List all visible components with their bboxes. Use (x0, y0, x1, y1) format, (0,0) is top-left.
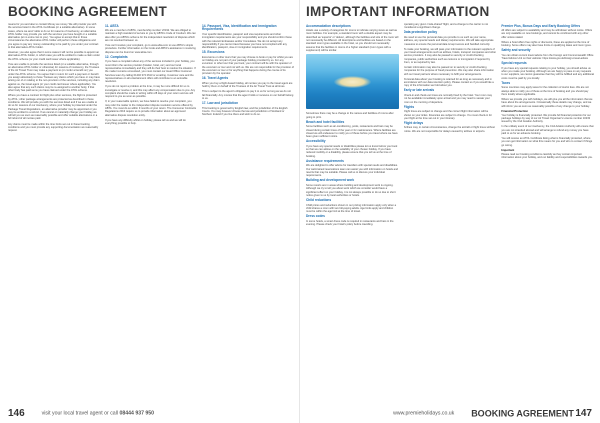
section-heading: Financial Protection (501, 108, 529, 113)
paragraph: If you have any special requests relating to your holiday, you should advise us when you make your booking. Although we are happy to pass on any requests to our suppliers, we cannot guarantee that they will be fulfilled and any additional costs must be paid by you locally. (501, 66, 594, 80)
paragraph: operating any given 'code-shared' flight, and a change to the carrier is not considered a significant change. (403, 23, 489, 30)
paragraph: Where a hotel offers free nights or discounts, these are applied at the time of booking. Some offers may also have limits on qualifying dates and room types. (501, 40, 592, 48)
paragraph: However, you also agree that in some cases it will not be possible to appoint an alternative ATOL holder, in which case you will be entitled to make a claim under the ATOL scheme (or your credit card issuer where applicable). (8, 51, 100, 61)
section-heading: Flight delays (403, 120, 424, 125)
page-number: 146 (8, 408, 25, 419)
text-columns (8, 23, 294, 393)
page-heading: BOOKING AGREEMENT (8, 4, 168, 19)
paragraph: If, in your reasonable opinion, we have failed to resolve your complaint, you may refer the matter to the independent dispute resolution service offered by ABTA. You must do so within 9 months of your return. The Consumer Contracts Regulations 2013 require us to provide information about an approved alternative dispute resolution entity. (105, 100, 197, 117)
section-heading: Premier Plus, Bonus Days and Early Booking Offers (501, 23, 581, 28)
section-heading: 15. Excursions (202, 50, 225, 55)
paragraph: Some resorts are in areas where building and development work is ongoing. Although we try to tell you about work which we consider would have a significant effect on your holiday, it is not always possible to do so due to short notice given to us by local authorities or hotels. (306, 183, 396, 197)
paragraph: You will receive an ATOL Certificate listing what is financially protected, where you can get information on what this means for you and who to contact if things go wrong. (501, 137, 593, 147)
section-heading: 12. Complaints (105, 54, 128, 59)
section-heading: Accessibility (306, 139, 326, 144)
section-heading: Child reductions (306, 197, 332, 202)
paragraph: This booking is governed by English law, and the jurisdiction of the English Courts. You may however choose the law and jurisdiction of Scotland or Northern Ireland if you live there and wish to do so. (202, 106, 288, 117)
paragraph: Hotels use a variety of categories for rooms to indicate varying views as well as room facilities. For example, a standard room with a double aspect may be described as 'superior' or 'deluxe', although the facilities and size of the room will not necessarily be different. All descriptions and facilities are based on the standard room types available in the hotel, so you should not necessarily assume that the facilities in rooms of a higher standard (room types with a supplement) will be similar. (306, 29, 399, 52)
footer-text: visit your local travel agent or call (41, 410, 118, 417)
paragraph: Flight times are subject to change and the correct flight information will be shown on your ticket. Itineraries are subject to change. You must check-in for your flight at the time set out in your itinerary. (403, 110, 492, 120)
paragraph: Please read our booking conditions carefully as they contain important information about your holiday, and our liability and responsibilities towards you. (501, 152, 593, 160)
page-number: 147 (575, 408, 592, 419)
sandbar-photo (306, 54, 399, 109)
section-heading: 16. Travel Agents (202, 76, 229, 81)
paragraph: Where you have a contract for flight plus other services, the flight is protected by ATOL; other package arrangements are protected as described in these conditions. We will provide you with the services listed and if we are unable to do so for reasons of our insolvency, where your holiday is protected under the Package Travel Regulations, an alternative provider may be appointed or you may be entitled to a refund. If we cancel or materially change your holiday we will tell you as soon as reasonably possible and offer suitable alternatives or a full refund of all monies paid. (8, 94, 98, 121)
paragraph: You can obtain current travel advice from the Foreign and Commonwealth Office Travel Advice Unit on their website: https://www.gov.uk/foreign-travel-advice (501, 53, 594, 61)
paragraph: If you have any difficulty whilst on holiday, please tell us and we will do everything possible to help. (105, 118, 186, 125)
footer-section-label: BOOKING AGREEMENT (471, 408, 574, 419)
page-footer (393, 408, 592, 419)
paragraph: Where we provide you with holidays, we will give you all the information that we have about the arrangements. Occasionally these details may change, and we will inform you as soon as reasonably possible of any change to your holiday. (501, 98, 593, 108)
paragraph: To make your booking, we will pass your information to the relevant suppliers of your travel arrangements such as airlines, hotels, transport companies and other service providers. It may also be passed to security or credit checking companies, public authorities such as customs or immigration if required by them, or as required by law. (403, 47, 497, 64)
paragraph: Airlines may, in certain circumstances, change the aircraft or flight times without notice. We are not responsible for delays caused by airlines or airports. (403, 126, 495, 133)
paragraph: Your holiday is financially protected. We provide full financial protection for our package holidays by way of our Air Travel Organiser's Licence number 10233 issued by the Civil Aviation Authority. (501, 113, 591, 124)
section-heading: Assistance requirements (306, 158, 344, 163)
column-1 (306, 23, 399, 403)
column-1 (8, 23, 100, 393)
paragraph: Some facilities such as air-conditioning, pools, restaurants and bars may be closed during certain times of the year or for maintenance. Where facilities are closed we will endeavour to notify you of these before you travel where we have been given sufficient notice. (306, 125, 398, 139)
paragraph: Child prices and reductions shown in our pricing information apply only when a child shares a room with two full-paying adults. Age limits apply and children must be within the age limit at the time of travel. (306, 203, 397, 214)
paragraph: If you do not report a problem at the time, it may be more difficult for us to investigate or resolve it, and this may affect any compensation due to you. Any complaint should be made in writing within 28 days of your return and we will respond to you as soon as possible. (105, 85, 196, 99)
paragraph: Certain information may also be passed on to security or credit checking companies for the purpose of fraud prevention. We may also share information with our travel partners where necessary to fulfil your arrangements. (403, 65, 494, 76)
section-heading: Data protection policy (403, 30, 438, 35)
paragraph: We are a member of ABTA, membership number V2192. We are obliged to maintain a high standard of service to you by ABTA's Code of Conduct. We can also offer you ABTA's scheme for the independent resolution of disputes which are not resolved between us. (105, 29, 196, 43)
paragraph: All offers are subject to availability and may be withdrawn without notice. Offers are only available on new bookings, and cannot be combined with any other offer unless stated. (501, 29, 593, 39)
paragraph: If you have a complaint about any of the services included in your holiday, you must inform the service provider (hotelier, hotel, etc.) and our local representative immediately and they will do their best to resolve the situation. If the matter remains unresolved, you must contact our Head Office Customer Services team by calling 01202 374 2613 or emailing. Customer care and the representatives on all entertainment offers will contribute to an amicable resolution. (105, 60, 196, 84)
paragraph: If we are unable to provide the services listed (or a suitable alternative, through an alternative ATOL holder or otherwise) for reasons of insolvency, the Trustees of the Air Travel Trust may make a payment to (or confer a benefit on) you under the ATOL scheme. You agree that in return for such a payment or benefit you assign absolutely to those Trustees any claims which you have or may have arising out of or relating to the non-provision of the services, including any claim against us, the travel agent (or your credit card issuer where applicable). You also agree that any such claims may be re-assigned to another body, if that other body has paid sums you have claimed under the ATOL scheme. (8, 62, 100, 93)
column-3 (202, 23, 294, 393)
paragraph: Some countries may apply taxes for the collection of tourist fees. We are not always able to notify you of these at the time of booking and you should pay them locally where applicable. (501, 86, 589, 97)
paragraph: Excursions or other tours that you may choose to book or pay for whilst you are on holiday are not part of your package holiday provided by us. For any excursion or other tour that you book, your contract will be with the operator of the excursion or tour and not with us. We are not responsible for the provision of the excursion or tour or for anything that happens during the course of its provision by the operator. (202, 55, 294, 76)
section-heading: Safety and security (501, 48, 531, 53)
paragraph: means for you and also to contact Money as money. We will provide you with the services listed in the ATOL Certificate (or a suitable alternative). In some cases, where we aren't able to do so for reasons of insolvency, an alternative ATOL holder may provide you with the services you have bought or a suitable alternative (at no extra cost to you). You agree to accept that in those circumstances the alternative ATOL holder will perform those obligations and you agree to pay any money outstanding to be paid by you under your contract to that alternative ATOL holder. (8, 23, 99, 50)
paragraph: In some hotels, a smart dress code is required in restaurants and bars in the evening. Please check your hotel's policy before travelling. (306, 219, 394, 227)
section-heading: Accommodation descriptions (306, 23, 351, 28)
page-heading: IMPORTANT INFORMATION (306, 4, 490, 19)
paragraph: When you buy a flight-based holiday, all monies you pay to the travel agent are held by them on behalf of the Trustees of the Air Travel Trust at all times. (202, 82, 293, 89)
paragraph: This is subject to the agent's obligation to pay it to us for so long as we do not fail financially. Any monies that the agent holds or receives on our behalf belong to us. (202, 90, 294, 101)
section-heading: Early or late arrivals (403, 88, 435, 93)
section-heading: Important (501, 147, 515, 152)
text-columns (306, 23, 594, 403)
paragraph: If we can't resolve your complaint, go to www.abta.com to use ABTA's simple procedure. Further information on the Code and ABTA's assistance in resolving disputes can be found on www.abta.com. (105, 44, 196, 54)
footer-website: www.premieholidays.co.uk (393, 410, 455, 417)
paragraph: Your specific identification, passport and visa requirements and other immigration requirements are your responsibility and you should confirm these with the relevant Embassies and/or Consulates. We do not accept any responsibility if you cannot travel because you have not complied with any identification, passport, visa or immigration requirements. (202, 32, 292, 50)
paragraph: Sometimes there may be a change to the names and facilities of rooms after going to print. (306, 112, 394, 119)
paragraph: Personal data about your booking is retained for as long as necessary and in accordance with our data retention policy. Please contact us if you would like a copy of the information we hold about you. (403, 77, 494, 88)
column-2 (404, 23, 497, 403)
section-heading: Dress codes (306, 214, 325, 219)
paragraph: In the unlikely event of our insolvency, the Civil Aviation Authority will ensure that you are not stranded abroad and will arrange to refund any money you have paid to us for an advance booking. (501, 125, 594, 136)
right-page (300, 0, 600, 423)
paragraph: Any claims must be made within the time limits set out in these booking conditions and you must provide any supporting documentation we reasonably request. (8, 122, 99, 133)
paragraph: We need to use the personal data you provide to us such as your name, address, any special needs and dietary requirements. We will take appropriate measures to ensure the personal data is kept secure and handled correctly. (403, 35, 494, 46)
footer-phone: 08444 937 950 (119, 410, 155, 417)
paragraph: Check-in and check-out times are normally fixed by the hotel. Your room may not be available immediately upon arrival and you may need to vacate your room on the morning of departure. (403, 93, 493, 104)
section-heading: Flights (403, 104, 415, 109)
page-footer (8, 408, 154, 419)
paragraph: We are delighted to offer advice for travellers with special needs and disabilities. Our well-trained reservations team can assist you with information on hotels and resorts that may be suitable. Please call us to discuss your individual requirements. (306, 164, 398, 178)
section-heading: 17. Law and jurisdiction (202, 101, 239, 106)
section-heading: Taxes (501, 80, 511, 85)
section-heading: Beach and hotel facilities (306, 119, 345, 124)
section-heading: Building and development work (306, 178, 355, 183)
column-3 (501, 23, 594, 403)
column-2 (105, 23, 197, 393)
section-heading: Special requests (501, 61, 527, 66)
paragraph: If you have any special needs or disabilities please let us know before you book so that we can advise on the suitability of your chosen holiday. If you have reduced mobility or a disability, please ensure that you tell us at the time of booking. (306, 144, 398, 158)
section-heading: 11. ABTA (105, 23, 119, 28)
section-heading: 14. Passport, Visa, Identification and Immigration Requirements (202, 23, 277, 32)
